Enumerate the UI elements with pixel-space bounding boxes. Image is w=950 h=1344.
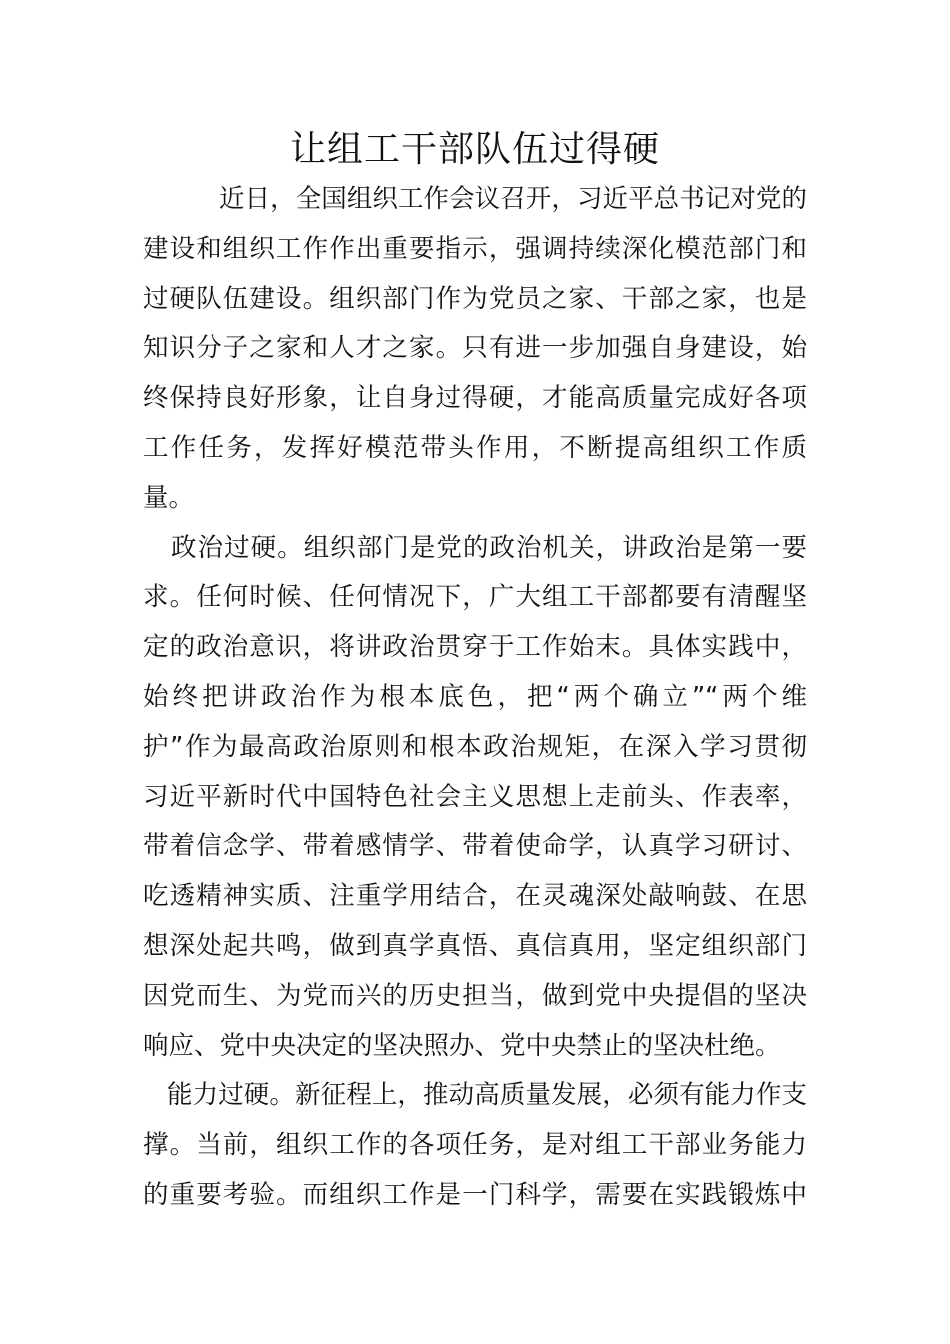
text-line: 响应、党中央决定的坚决照办、党中央禁止的坚决杜绝。 bbox=[143, 1030, 781, 1061]
text-line: 近日，全国组织工作会议召开，习近平总书记对党的 bbox=[219, 184, 807, 214]
text-line: 能力过硬。新征程上，推动高质量发展，必须有能力作支 bbox=[167, 1080, 807, 1111]
paragraph-intro bbox=[143, 175, 807, 524]
text-line: 撑。当前，组织工作的各项任务，是对组工干部业务能力 bbox=[143, 1130, 807, 1161]
article-body bbox=[143, 175, 807, 1221]
text-line: 习近平新时代中国特色社会主义思想上走前头、作表率， bbox=[143, 781, 807, 812]
text-line: 建设和组织工作作出重要指示，强调持续深化模范部门和 bbox=[143, 233, 807, 264]
page-title: 让组工干部队伍过得硬 bbox=[289, 129, 660, 170]
text-line: 吃透精神实质、注重学用结合，在灵魂深处敲响鼓、在思 bbox=[143, 881, 807, 912]
text-line: 因党而生、为党而兴的历史担当，做到党中央提倡的坚决 bbox=[143, 980, 807, 1011]
text-line: 的重要考验。而组织工作是一门科学，需要在实践锻炼中 bbox=[143, 1179, 807, 1210]
text-line: 始终把讲政治作为根本底色，把“两个确立”“两个维 bbox=[143, 681, 807, 712]
text-line: 带着信念学、带着感情学、带着使命学，认真学习研讨、 bbox=[143, 831, 807, 862]
text-line: 量。 bbox=[143, 482, 195, 513]
text-line: 知识分子之家和人才之家。只有进一步加强自身建设，始 bbox=[143, 333, 807, 364]
paragraph-ability bbox=[143, 1071, 807, 1220]
text-line: 过硬队伍建设。组织部门作为党员之家、干部之家，也是 bbox=[143, 283, 807, 314]
text-line: 求。任何时候、任何情况下，广大组工干部都要有清醒坚 bbox=[143, 582, 807, 613]
text-line: 工作任务，发挥好模范带头作用，不断提高组织工作质 bbox=[143, 432, 807, 463]
text-line: 想深处起共鸣，做到真学真悟、真信真用，坚定组织部门 bbox=[143, 930, 807, 961]
text-line: 政治过硬。组织部门是党的政治机关，讲政治是第一要 bbox=[171, 532, 807, 563]
text-line: 终保持良好形象，让自身过得硬，才能高质量完成好各项 bbox=[143, 383, 807, 414]
paragraph-political bbox=[143, 524, 807, 1072]
text-line: 护”作为最高政治原则和根本政治规矩，在深入学习贯彻 bbox=[143, 731, 807, 762]
text-line: 定的政治意识，将讲政治贯穿于工作始末。具体实践中， bbox=[143, 632, 807, 663]
